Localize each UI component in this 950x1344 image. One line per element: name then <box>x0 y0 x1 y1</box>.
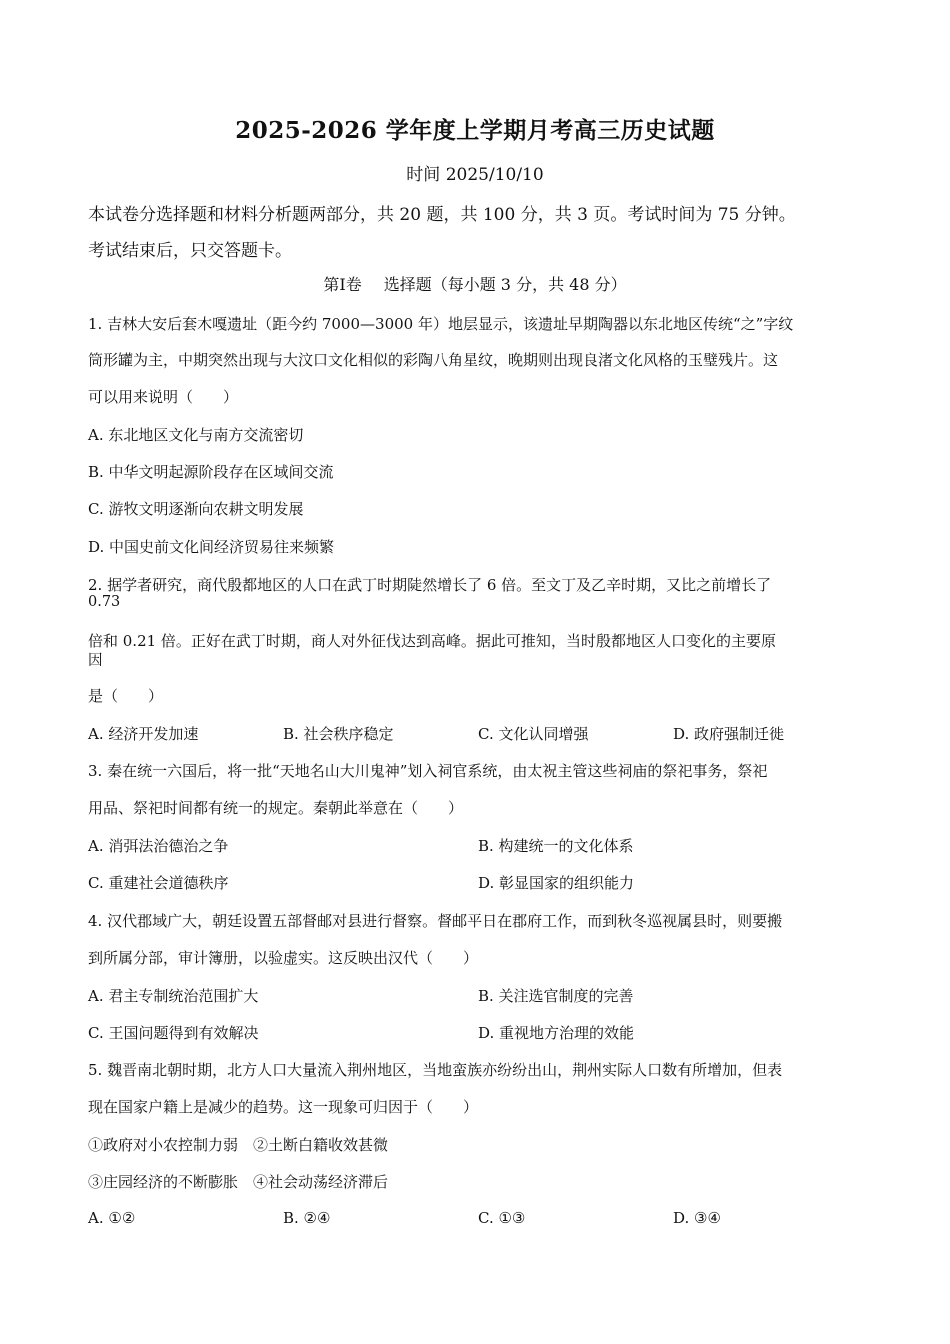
section-label: 第Ⅰ卷 <box>323 275 362 294</box>
q3-option-c: C. 重建社会道德秩序 <box>88 874 229 892</box>
q2-stem-line: 2. 据学者研究，商代殷都地区的人口在武丁时期陡然增长了 6 倍。至文丁及乙辛时期，又比之前增长了 <box>88 576 772 594</box>
exam-date: 时间 2025/10/10 <box>406 165 544 185</box>
q4-option-a: A. 君主专制统治范围扩大 <box>88 987 259 1005</box>
section-heading <box>0 272 950 295</box>
q5-stem-line: 现在国家户籍上是减少的趋势。这一现象可归因于（ ） <box>88 1098 479 1116</box>
q4-option-d: D. 重视地方治理的效能 <box>478 1024 635 1042</box>
q3-option-d: D. 彰显国家的组织能力 <box>478 874 635 892</box>
q2-stem-line: 0.73 <box>88 594 121 610</box>
q2-option-a: A. 经济开发加速 <box>88 725 199 743</box>
q4-stem-line: 到所属分部，审计簿册，以验虚实。这反映出汉代（ ） <box>88 949 479 967</box>
intro-line-2: 考试结束后，只交答题卡。 <box>88 241 292 261</box>
q5-statement-line: ①政府对小农控制力弱 ②土断白籍收效甚微 <box>88 1136 389 1154</box>
q3-option-a: A. 消弭法治德治之争 <box>88 837 229 855</box>
q1-stem-line: 1. 吉林大安后套木嘎遗址（距今约 7000—3000 年）地层显示，该遗址早期陶器以东北地区传统“之”字纹 <box>88 315 794 333</box>
q5-option-b: B. ②④ <box>283 1209 331 1227</box>
q3-option-b: B. 构建统一的文化体系 <box>478 837 634 855</box>
q1-stem-line: 筒形罐为主，中期突然出现与大汶口文化相似的彩陶八角星纹，晚期则出现良渚文化风格的玉璧残片。这 <box>88 351 779 369</box>
q2-option-c: C. 文化认同增强 <box>478 725 589 743</box>
q3-stem-line: 3. 秦在统一六国后，将一批“天地名山大川鬼神”划入祠官系统，由太祝主管这些祠庙的祭祀事务，祭祀 <box>88 762 768 780</box>
intro-line-1: 本试卷分选择题和材料分析题两部分，共 20 题，共 100 分，共 3 页。考试时间为 75 分钟。 <box>88 205 796 225</box>
q2-stem-line: 倍和 0.21 倍。正好在武丁时期，商人对外征伐达到高峰。据此可推知，当时殷都地区人口变化的主要原 <box>88 632 776 650</box>
q4-stem-line: 4. 汉代郡域广大，朝廷设置五部督邮对县进行督察。督邮平日在郡府工作，而到秋冬巡视属县时，则要搬 <box>88 912 783 930</box>
q2-option-d: D. 政府强制迁徙 <box>673 725 785 743</box>
section-title: 选择题（每小题 3 分，共 48 分） <box>383 275 627 294</box>
exam-title: 2025-2026 学年度上学期月考高三历史试题 <box>235 117 715 144</box>
q5-option-a: A. ①② <box>88 1209 136 1227</box>
q5-stem-line: 5. 魏晋南北朝时期，北方人口大量流入荆州地区，当地蛮族亦纷纷出山，荆州实际人口数有所增加，但表 <box>88 1061 783 1079</box>
q4-option-c: C. 王国问题得到有效解决 <box>88 1024 259 1042</box>
q5-option-c: C. ①③ <box>478 1209 526 1227</box>
q5-option-d: D. ③④ <box>673 1209 721 1227</box>
q1-stem-line: 可以用来说明（ ） <box>88 388 239 406</box>
q2-stem-line: 因 <box>88 653 103 669</box>
q5-statement-line: ③庄园经济的不断膨胀 ④社会动荡经济滞后 <box>88 1173 389 1191</box>
q1-option-b: B. 中华文明起源阶段存在区域间交流 <box>88 463 334 481</box>
q2-stem-line: 是（ ） <box>88 687 164 705</box>
q1-option-c: C. 游牧文明逐渐向农耕文明发展 <box>88 500 304 518</box>
q3-stem-line: 用品、祭祀时间都有统一的规定。秦朝此举意在（ ） <box>88 799 464 817</box>
q1-option-a: A. 东北地区文化与南方交流密切 <box>88 426 304 444</box>
q2-option-b: B. 社会秩序稳定 <box>283 725 394 743</box>
q4-option-b: B. 关注选官制度的完善 <box>478 987 634 1005</box>
q1-option-d: D. 中国史前文化间经济贸易往来频繁 <box>88 538 335 556</box>
